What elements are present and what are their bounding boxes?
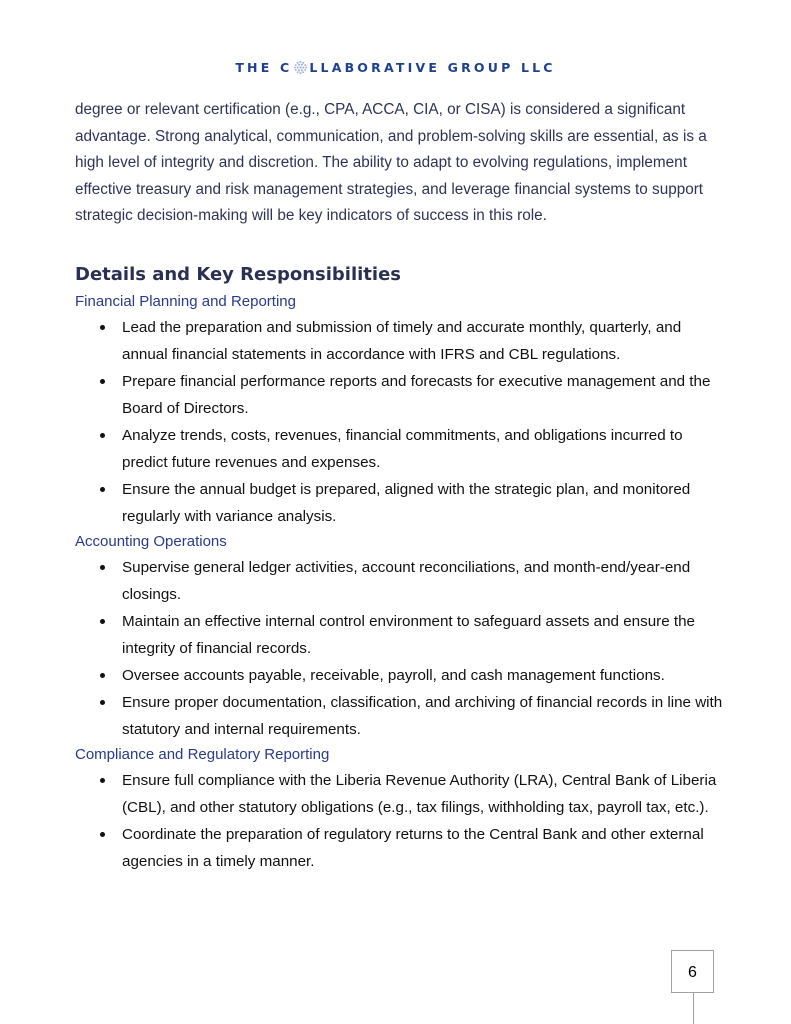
list-item [75,767,725,821]
bullet-list [75,767,725,875]
list-item [75,662,725,689]
bullet-icon [100,325,105,330]
list-item [75,368,725,422]
section-title: Details and Key Responsibilities [75,263,401,285]
list-item-text: Oversee accounts payable, receivable, payroll, and cash management functions. [122,666,665,684]
subsection-title: Accounting Operations [75,532,227,550]
intro-paragraph: degree or relevant certification (e.g., CPA, ACCA, CIA, or CISA) is considered a significant advantage. Strong analytical, communication, and problem-solving skills are essential, as is a high level of integrity and discretion. The ability to adapt to evolving regulations, implement effective treasury and risk management strategies, and leverage financial systems to support strategic decision-making will be key indicators of success in this role. [75,101,707,224]
bullet-list [75,314,725,530]
list-item [75,821,725,875]
subsection-financial-planning [75,290,725,530]
page-number-divider [693,993,694,1024]
list-item [75,689,725,743]
subsection-title: Financial Planning and Reporting [75,292,296,310]
bullet-icon [100,619,105,624]
globe-dots-icon [293,60,308,75]
bullet-icon [100,379,105,384]
bullet-icon [100,565,105,570]
list-item-text: Coordinate the preparation of regulatory returns to the Central Bank and other external agencies in a timely manner. [122,825,704,870]
bullet-icon [100,778,105,783]
company-name-prefix: THE C [235,60,293,75]
bullet-icon [100,433,105,438]
bullet-list [75,554,725,743]
list-item [75,314,725,368]
list-item-text: Supervise general ledger activities, account reconciliations, and month-end/year-end closings. [122,558,691,603]
list-item-text: Lead the preparation and submission of timely and accurate monthly, quarterly, and annual financial statements in accordance with IFRS and CBL regulations. [122,318,682,363]
bullet-icon [100,673,105,678]
list-item-text: Maintain an effective internal control environment to safeguard assets and ensure the integrity of financial records. [122,612,695,657]
list-item [75,608,725,662]
list-item-text: Ensure full compliance with the Liberia Revenue Authority (LRA), Central Bank of Liberia (CBL), and other statutory obligations (e.g., tax filings, withholding tax, payroll tax, etc.). [122,771,717,816]
list-item [75,554,725,608]
subsection-title: Compliance and Regulatory Reporting [75,745,330,763]
subsection-compliance [75,743,725,875]
page-number: 6 [671,950,714,993]
page-content [75,97,725,875]
list-item [75,422,725,476]
subsection-accounting-operations [75,530,725,743]
list-item-text: Prepare financial performance reports and forecasts for executive management and the Board of Directors. [122,372,711,417]
bullet-icon [100,487,105,492]
bullet-icon [100,700,105,705]
list-item-text: Ensure the annual budget is prepared, aligned with the strategic plan, and monitored regularly with variance analysis. [122,480,691,525]
bullet-icon [100,832,105,837]
company-header [0,60,791,75]
company-name-suffix: LLABORATIVE GROUP LLC [309,60,556,75]
list-item-text: Analyze trends, costs, revenues, financial commitments, and obligations incurred to predict future revenues and expenses. [122,426,683,471]
list-item-text: Ensure proper documentation, classification, and archiving of financial records in line with statutory and internal requirements. [122,693,723,738]
list-item [75,476,725,530]
